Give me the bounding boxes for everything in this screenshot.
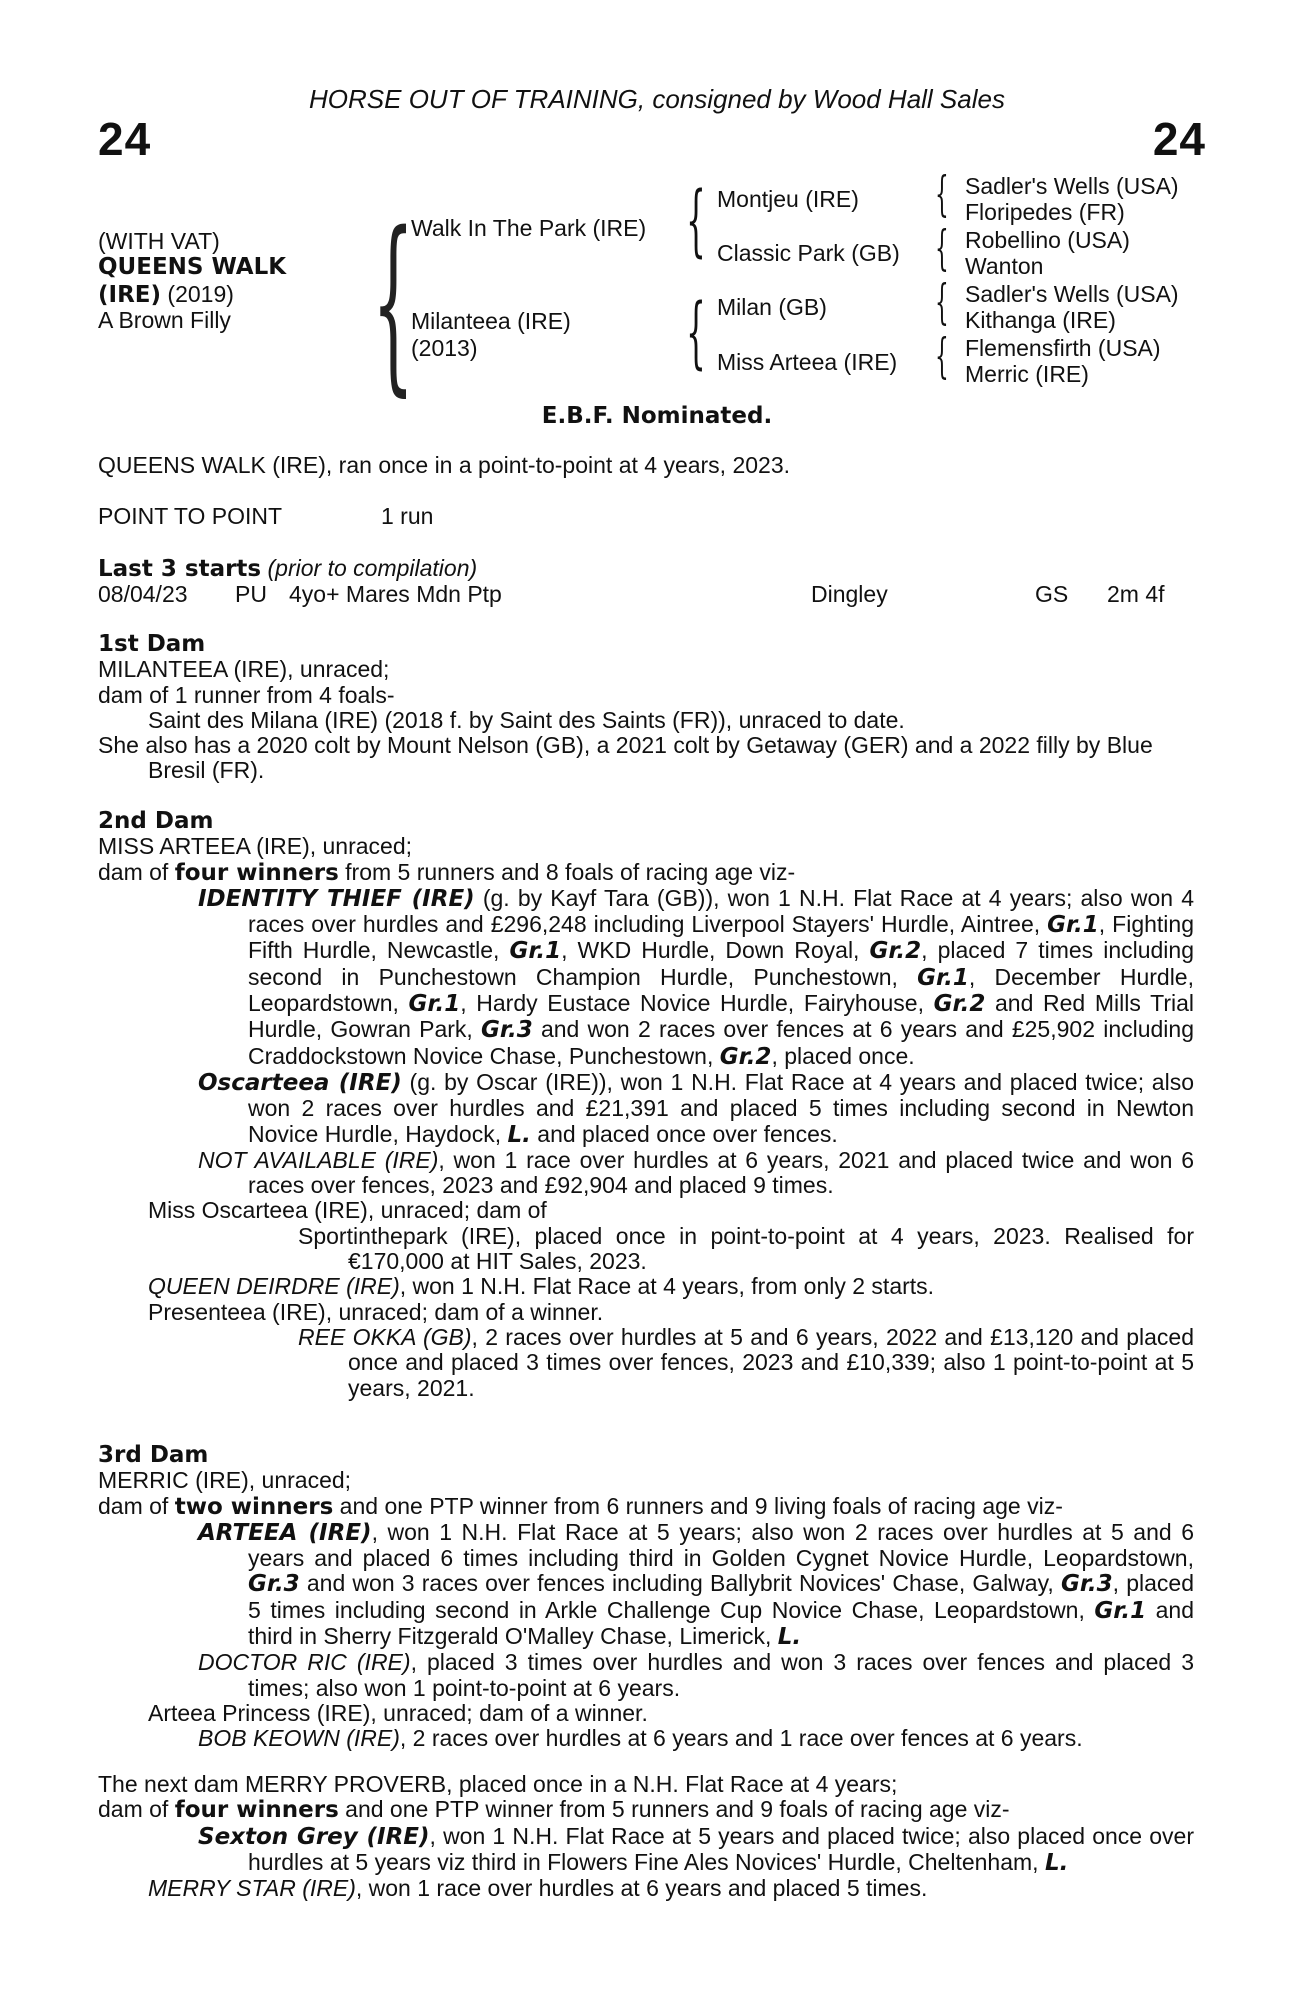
produce-entry: Presenteea (IRE), unraced; dam of a winner. (148, 1298, 604, 1325)
grade-mark: Gr.3 (1060, 1571, 1113, 1598)
text: dam of (98, 1492, 175, 1519)
text: , Fighting Fifth Hurdle, Newcastle, (248, 911, 1194, 964)
produce-name: Oscarteea (IRE) (198, 1069, 402, 1096)
text-bold: two winners (174, 1493, 334, 1520)
horse-description: A Brown Filly (98, 307, 231, 333)
text: , Hardy Eustace Novice Hurdle, Fairyhouse, (460, 990, 934, 1017)
grade-mark: Gr.1 (1047, 912, 1099, 939)
pedigree-dam: Milanteea (IRE) (411, 308, 571, 334)
produce-name: ARTEEA (IRE) (198, 1519, 372, 1546)
pedigree-g7: Flemensfirth (USA) (965, 335, 1161, 361)
dam-line (98, 1797, 1194, 1823)
text-bold: four winners (174, 1797, 339, 1824)
produce-entry (148, 1520, 1194, 1650)
grade-mark: Gr.2 (933, 991, 986, 1018)
text: and placed once over fences. (530, 1120, 838, 1147)
produce-name: NOT AVAILABLE (IRE) (198, 1146, 439, 1173)
horse-year: (2019) (161, 281, 234, 307)
last-starts-heading (98, 556, 477, 582)
pedigree-sire-sire: Montjeu (IRE) (717, 186, 859, 212)
grade-mark: Gr.3 (248, 1571, 300, 1598)
text: , won 1 N.H. Flat Race at 5 years and placed twice; also placed once over hurdles at 5 years viz third in Flowers Fine Ales Novices' Hurdle, Cheltenham, (248, 1822, 1194, 1875)
text: , won 1 N.H. Flat Race at 4 years, from only 2 starts. (399, 1273, 935, 1300)
dam-line: The next dam MERRY PROVERB, placed once in a N.H. Flat Race at 4 years; (98, 1771, 898, 1797)
produce-entry (148, 1274, 1194, 1299)
grade-mark: Gr.2 (869, 938, 922, 965)
listed-mark: L. (777, 1624, 802, 1651)
produce-name: IDENTITY THIEF (IRE) (198, 885, 475, 912)
second-dam-section (98, 809, 1194, 1401)
produce-entry: Arteea Princess (IRE), unraced; dam of a winner. (148, 1699, 648, 1726)
lot-number-left: 24 (98, 113, 152, 165)
text: and one PTP winner from 5 runners and 9 foals of racing age viz- (338, 1796, 1010, 1823)
pedigree-brace-main: { (372, 192, 415, 413)
text: , placed 3 times over hurdles and won 3 races over fences and placed 3 times; also won 1 point-to-point at 6 years. (248, 1649, 1194, 1701)
produce-entry (198, 1325, 1194, 1401)
pedigree-brace-g4: { (935, 328, 949, 384)
text: dam of (98, 858, 175, 885)
produce-entry (148, 1148, 1194, 1199)
grade-mark: Gr.1 (1094, 1597, 1147, 1624)
produce-name: DOCTOR RIC (IRE) (198, 1649, 411, 1676)
section-heading: 3rd Dam (98, 1442, 209, 1468)
ptp-value: 1 run (381, 503, 434, 529)
produce-entry (148, 1070, 1194, 1148)
pedigree-brace-g3: { (935, 274, 949, 330)
pedigree-brace-g2: { (935, 220, 949, 276)
text: , placed 7 times including second in Punchestown Champion Hurdle, Punchestown, (248, 937, 1194, 990)
pedigree-sire: Walk In The Park (IRE) (411, 215, 647, 241)
start-date: 08/04/23 (98, 581, 188, 607)
pedigree-dam-year: (2013) (411, 335, 478, 361)
produce-entry (148, 1824, 1194, 1877)
dam-line: dam of 1 runner from 4 foals- (98, 681, 395, 708)
last-starts-note: (prior to compilation) (261, 555, 478, 581)
start-distance: 2m 4f (1107, 581, 1165, 607)
produce-name: MERRY STAR (IRE) (148, 1875, 356, 1902)
pedigree-dam-sire: Milan (GB) (717, 294, 827, 320)
text: , won 1 race over hurdles at 6 years, 2021 and placed twice and won 6 races over fences, 2023 and £92,904 and placed 9 times. (248, 1146, 1194, 1199)
next-dam-section (98, 1772, 1194, 1901)
text: from 5 runners and 8 foals of racing age viz- (338, 858, 796, 885)
grade-mark: Gr.3 (481, 1017, 533, 1044)
text: , 2 races over hurdles at 5 and 6 years, 2022 and £13,120 and placed once and placed 3 times over fences, 2023 and £10,339; also 1 point-to-point at 5 years, 2021. (348, 1323, 1194, 1401)
start-result: PU (235, 581, 267, 607)
pedigree-g4: Wanton (965, 253, 1044, 279)
grade-mark: Gr.1 (509, 938, 562, 965)
text: , December Hurdle, Leopardstown, (248, 963, 1194, 1017)
lot-number-right: 24 (1152, 113, 1206, 165)
race-summary: QUEENS WALK (IRE), ran once in a point-to-point at 4 years, 2023. (98, 452, 791, 478)
produce-entry (198, 1726, 1194, 1751)
listed-mark: L. (1044, 1849, 1069, 1876)
produce-name: REE OKKA (GB) (298, 1323, 472, 1350)
text: and Red Mills Trial Hurdle, Gowran Park, (248, 990, 1194, 1043)
start-going: GS (1035, 581, 1069, 607)
dam-line: MILANTEEA (IRE), unraced; (98, 656, 390, 683)
page-title: HORSE OUT OF TRAINING, consigned by Wood Hall Sales (309, 84, 1005, 114)
ebf-nominated: E.B.F. Nominated. (541, 403, 773, 429)
produce-name: Sexton Grey (IRE) (198, 1823, 430, 1850)
text: and won 3 races over fences including Ballybrit Novices' Chase, Galway, (299, 1570, 1061, 1597)
third-dam-section (98, 1443, 1194, 1752)
section-heading: 1st Dam (98, 631, 206, 657)
produce-entry (148, 886, 1194, 1070)
text-bold: four winners (174, 859, 339, 886)
grade-mark: Gr.1 (408, 991, 461, 1018)
produce-name: BOB KEOWN (IRE) (198, 1725, 400, 1752)
ptp-label: POINT TO POINT (98, 503, 283, 529)
text: dam of (98, 1796, 175, 1823)
produce-note: She also has a 2020 colt by Mount Nelson (GB), a 2021 colt by Getaway (GER) and a 2022 filly by Blue Bresil (FR). (98, 732, 1153, 784)
text: , placed 5 times including second in Arkle Challenge Cup Novice Chase, Leopardstown, (248, 1570, 1194, 1623)
grade-mark: Gr.1 (917, 964, 969, 991)
pedigree-brace-sire: { (686, 176, 706, 266)
produce-name: QUEEN DEIRDRE (IRE) (148, 1273, 400, 1300)
listed-mark: L. (507, 1121, 531, 1148)
produce-entry: Sportinthepark (IRE), placed once in point-to-point at 4 years, 2023. Realised for €170,000 at HIT Sales, 2023. (298, 1222, 1194, 1275)
first-dam-section (98, 632, 1194, 784)
text: and third in Sherry Fitzgerald O'Malley Chase, Limerick, (248, 1596, 1194, 1650)
pedigree-brace-dam: { (686, 288, 706, 378)
dam-line: MISS ARTEEA (IRE), unraced; (98, 833, 413, 860)
grade-mark: Gr.2 (719, 1043, 772, 1070)
text: , placed once. (771, 1042, 915, 1069)
dam-line (98, 1494, 1194, 1520)
produce-entry (148, 1876, 1194, 1901)
text: (g. by Oscar (IRE)), won 1 N.H. Flat Race at 4 years and placed twice; also won 2 races over hurdles and £21,391 and placed 5 times including second in Newton Novice Hurdle, Haydock, (248, 1068, 1195, 1147)
pedigree-sire-dam: Classic Park (GB) (717, 240, 900, 266)
vat-label: (WITH VAT) (98, 228, 220, 254)
pedigree-g8: Merric (IRE) (965, 361, 1089, 387)
text: , won 1 N.H. Flat Race at 5 years; also won 2 races over hurdles at 5 and 6 years and placed 6 times including third in Golden Cygnet Novice Hurdle, Leopardstown, (248, 1518, 1194, 1572)
text: and won 2 races over fences at 6 years and £25,902 including Craddockstown Novice Chase, Punchestown, (248, 1016, 1194, 1069)
start-course: Dingley (811, 581, 888, 607)
pedigree-g3: Robellino (USA) (965, 227, 1130, 253)
pedigree-g6: Kithanga (IRE) (965, 307, 1116, 333)
dam-line: MERRIC (IRE), unraced; (98, 1467, 352, 1494)
produce-entry (148, 1650, 1194, 1701)
last-starts-label: Last 3 starts (98, 556, 262, 582)
horse-country: (IRE) (98, 282, 162, 308)
horse-country-year (98, 282, 234, 308)
text: , WKD Hurdle, Down Royal, (561, 937, 870, 964)
text: (g. by Kayf Tara (GB)), won 1 N.H. Flat Race at 4 years; also won 4 races over hurdles and £296,248 including Liverpool Stayers' Hurdle, Aintree, (248, 884, 1195, 938)
start-race: 4yo+ Mares Mdn Ptp (289, 581, 502, 607)
text: , won 1 race over hurdles at 6 years and placed 5 times. (355, 1875, 928, 1902)
text: , 2 races over hurdles at 6 years and 1 race over fences at 6 years. (399, 1725, 1083, 1752)
pedigree-dam-dam: Miss Arteea (IRE) (717, 349, 898, 375)
horse-name: QUEENS WALK (98, 254, 287, 280)
produce-entry: Miss Oscarteea (IRE), unraced; dam of (148, 1197, 547, 1224)
pedigree-g2: Floripedes (FR) (965, 199, 1125, 225)
pedigree-g1: Sadler's Wells (USA) (965, 173, 1179, 199)
produce-entry: Saint des Milana (IRE) (2018 f. by Saint des Saints (FR)), unraced to date. (148, 706, 905, 733)
pedigree-brace-g1: { (935, 166, 949, 222)
dam-line (98, 860, 1194, 886)
section-heading: 2nd Dam (98, 808, 214, 834)
text: and one PTP winner from 6 runners and 9 living foals of racing age viz- (333, 1492, 1063, 1519)
pedigree-g5: Sadler's Wells (USA) (965, 281, 1179, 307)
